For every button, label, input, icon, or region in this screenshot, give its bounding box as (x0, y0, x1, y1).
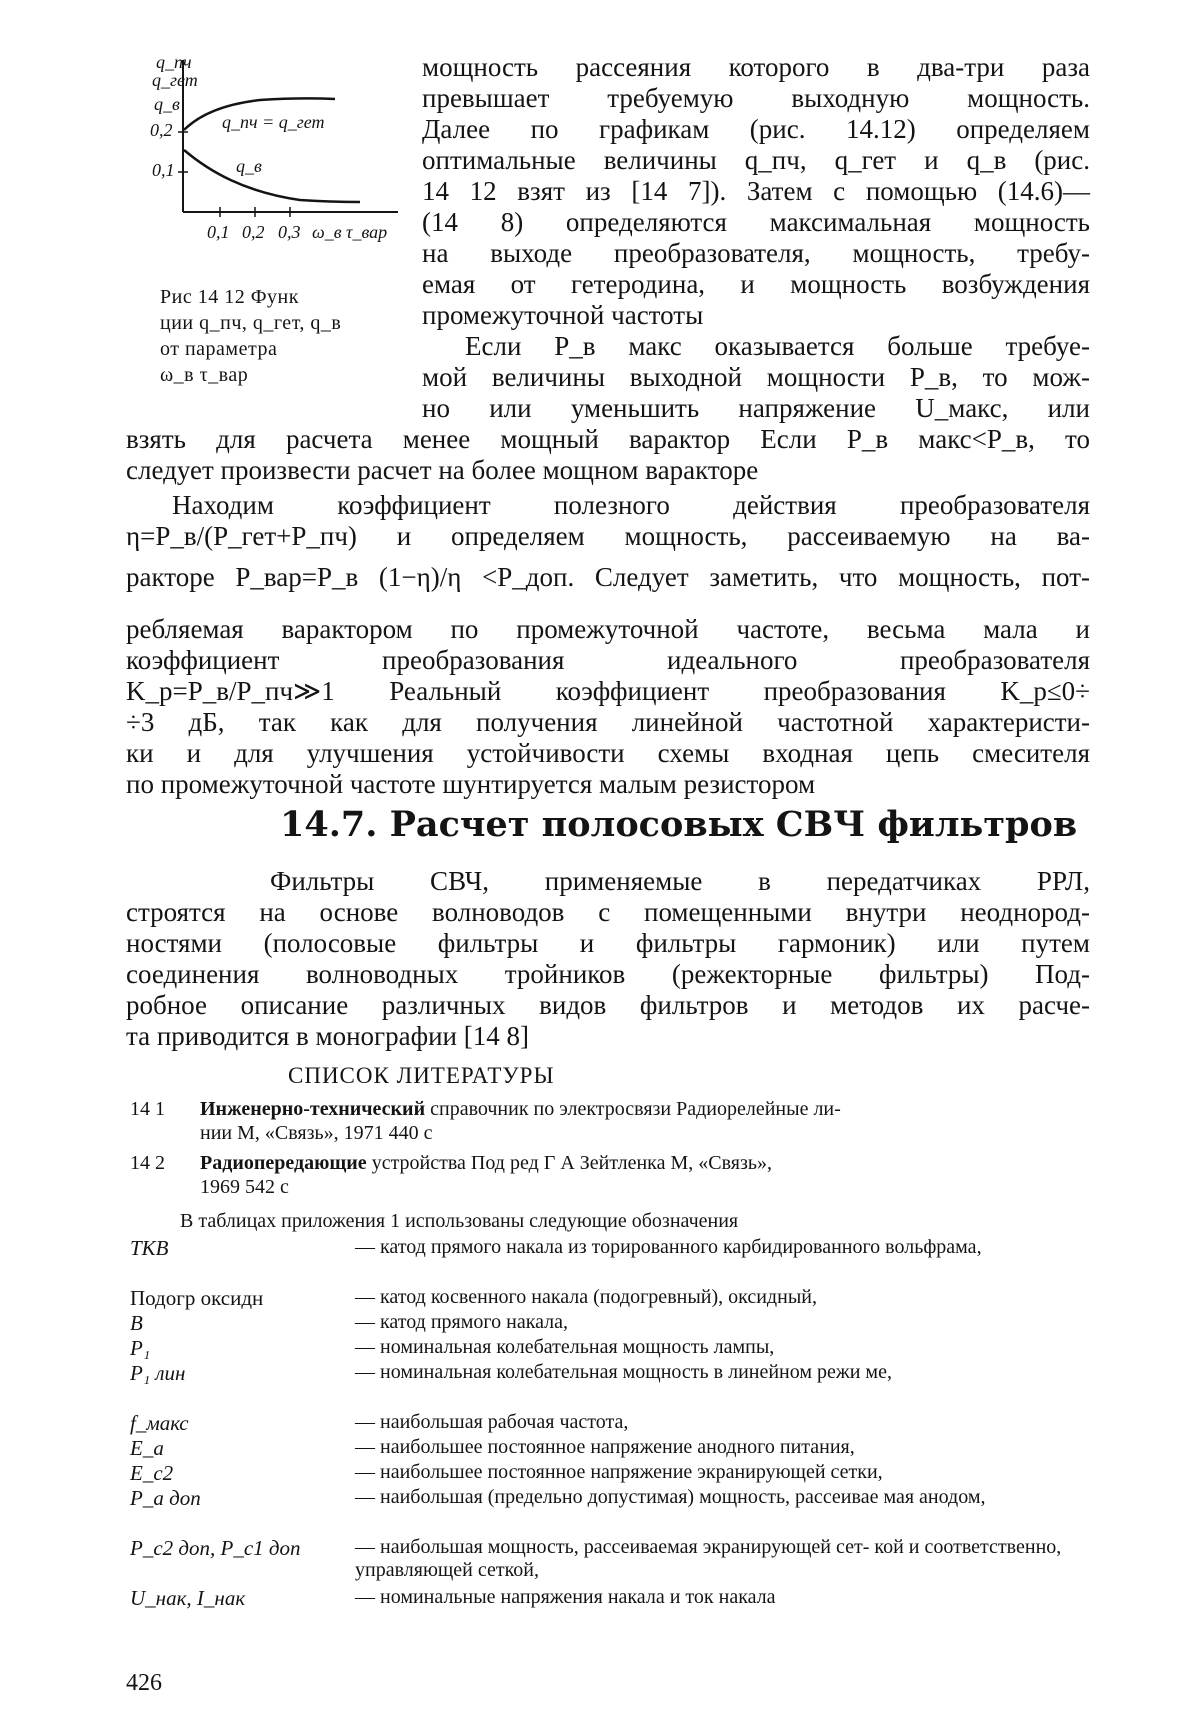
body-line: следует произвести расчет на более мощном варакторе (126, 455, 759, 485)
glossary-term: P_с2 доп, P_с1 доп (130, 1536, 301, 1560)
glossary-term: P_а доп (130, 1486, 201, 1510)
glossary-term: f_макс (130, 1411, 189, 1435)
figure-caption (160, 284, 405, 388)
glossary-definition: — наибольшее постоянное напряжение анодного питания, (355, 1436, 855, 1458)
section-title: 14.7. Расчет полосовых СВЧ фильтров (280, 804, 1078, 845)
body-line: коэффициент преобразования идеального преобразователя (126, 645, 1090, 675)
body-line: ностями (полосовые фильтры и фильтры гармоник) или путем (126, 928, 1090, 958)
glossary-definition: — катод прямого накала, (355, 1311, 569, 1333)
glossary-definition: — номинальная колебательная мощность в линейном режи ме, (355, 1361, 892, 1383)
body-line: Если P_в макс оказывается больше требуе- (465, 331, 1090, 361)
reference-text-cont: 1969 542 с (200, 1176, 289, 1198)
y-label-q-pch: q_пч (156, 52, 192, 72)
body-line: ребляемая варактором по промежуточной частоте, весьма мала и (126, 614, 1090, 644)
body-line: мощность рассеяния которого в два-три раза (422, 52, 1090, 82)
glossary-definition: — номинальная колебательная мощность лампы, (355, 1336, 775, 1358)
caption-line: от параметра (160, 338, 278, 360)
x-axis-label: ω_в τ_вар (312, 222, 388, 242)
body-line: та приводится в монографии [14 8] (126, 1021, 529, 1051)
body-line: робное описание различных видов фильтров и методов их расче- (126, 990, 1090, 1020)
x-label-0-3: 0,3 (278, 222, 301, 242)
curve-lower-label: q_в (236, 156, 262, 176)
figure-graph (150, 52, 405, 284)
reference-text (200, 1098, 841, 1121)
figure-14-12 (150, 52, 405, 284)
x-label-0-1: 0,1 (207, 222, 230, 242)
reference-bold: Радиопередающие (200, 1152, 367, 1174)
body-line: оптимальные величины q_пч, q_гет и q_в (рис. (422, 145, 1090, 175)
body-line: Находим коэффициент полезного действия преобразователя (172, 490, 1090, 520)
body-line-formula: ракторе P_вар=P_в (1−η)/η <P_доп. Следует заметить, что мощность, пот- (126, 562, 1090, 592)
body-line: но или уменьшить напряжение U_макс, или (422, 393, 1090, 423)
page-number: 426 (126, 1670, 162, 1696)
glossary-definition: — наибольшее постоянное напряжение экранирующей сетки, (355, 1461, 883, 1483)
reference-rest: справочник по электросвязи Радиорелейные ли- (425, 1098, 841, 1120)
curve-upper-label: q_пч = q_гет (222, 112, 325, 132)
caption-line: Рис 14 12 Функ (160, 286, 299, 308)
glossary-definition: — наибольшая мощность, рассеиваемая экранирующей сет- кой и соответственно, управляющей сеткой, (355, 1536, 1062, 1581)
body-line: 14 12 взят из [14 7]). Затем с помощью (14.6)— (422, 176, 1090, 206)
body-line: K_p=P_в/P_пч≫1 Реальный коэффициент преобразования K_p≤0÷ (126, 676, 1090, 706)
body-line: промежуточной частоты (422, 300, 704, 330)
body-line: ÷3 дБ, так как для получения линейной частотной характеристи- (126, 707, 1090, 737)
glossary-term: P₁ лин (130, 1361, 186, 1385)
reference-text-cont: нии М, «Связь», 1971 440 с (200, 1122, 433, 1144)
x-label-0-2: 0,2 (242, 222, 265, 242)
reference-number: 14 1 (130, 1098, 165, 1120)
body-line: Фильтры СВЧ, применяемые в передатчиках РРЛ, (270, 866, 1090, 896)
references-title: СПИСОК ЛИТЕРАТУРЫ (288, 1063, 555, 1088)
body-line: взять для расчета менее мощный варактор Если P_в макс<P_в, то (126, 424, 1090, 454)
glossary-definition: — номинальные напряжения накала и ток накала (355, 1586, 776, 1608)
body-line: емая от гетеродина, и мощность возбуждения (422, 269, 1090, 299)
body-line: превышает требуемую выходную мощность. (422, 83, 1090, 113)
glossary-term: ТКВ (130, 1236, 169, 1260)
body-line: строятся на основе волноводов с помещенными внутри неоднород- (126, 897, 1090, 927)
glossary-term: U_нак, I_нак (130, 1586, 246, 1610)
y-label-0-1: 0,1 (152, 160, 175, 180)
y-label-0-2: 0,2 (150, 120, 173, 140)
glossary-definition: — катод прямого накала из торированного карбидированного вольфрама, (355, 1236, 982, 1258)
glossary-definition: — наибольшая (предельно допустимая) мощность, рассеивае мая анодом, (355, 1486, 986, 1508)
caption-line: ω_в τ_вар (160, 364, 249, 386)
body-line: по промежуточной частоте шунтируется малым резистором (126, 769, 816, 799)
glossary-term: E_а (130, 1436, 164, 1460)
glossary-term: В (130, 1311, 143, 1335)
glossary-term: E_с2 (130, 1461, 174, 1485)
y-label-q-get: q_гет (152, 70, 198, 90)
glossary-intro: В таблицах приложения 1 использованы следующие обозначения (180, 1210, 739, 1232)
glossary-definition: — катод косвенного накала (подогревный), оксидный, (355, 1286, 817, 1308)
body-line: ки и для улучшения устойчивости схемы входная цепь смесителя (126, 738, 1090, 768)
body-line: соединения волноводных тройников (режекторные фильтры) Под- (126, 959, 1090, 989)
body-line: η=P_в/(P_гет+P_пч) и определяем мощность, рассеиваемую на ва- (126, 521, 1090, 551)
body-line: на выходе преобразователя, мощность, требу- (422, 238, 1090, 268)
glossary-term: P₁ (130, 1336, 151, 1360)
body-line: (14 8) определяются максимальная мощность (422, 207, 1090, 237)
reference-bold: Инженерно-технический (200, 1098, 426, 1120)
caption-line: ции q_пч, q_гет, q_в (160, 312, 342, 334)
reference-text (200, 1152, 772, 1175)
body-line: мой величины выходной мощности P_в, то мож- (422, 362, 1090, 392)
glossary-definition: — наибольшая рабочая частота, (355, 1411, 629, 1433)
body-line: Далее по графикам (рис. 14.12) определяем (422, 114, 1090, 144)
reference-number: 14 2 (130, 1152, 165, 1174)
glossary-term: Подогр оксидн (130, 1286, 264, 1310)
y-label-q-v: q_в (154, 94, 180, 114)
curve-q-v (184, 150, 360, 202)
reference-rest: устройства Под ред Г А Зейтленка М, «Связь», (366, 1152, 772, 1174)
